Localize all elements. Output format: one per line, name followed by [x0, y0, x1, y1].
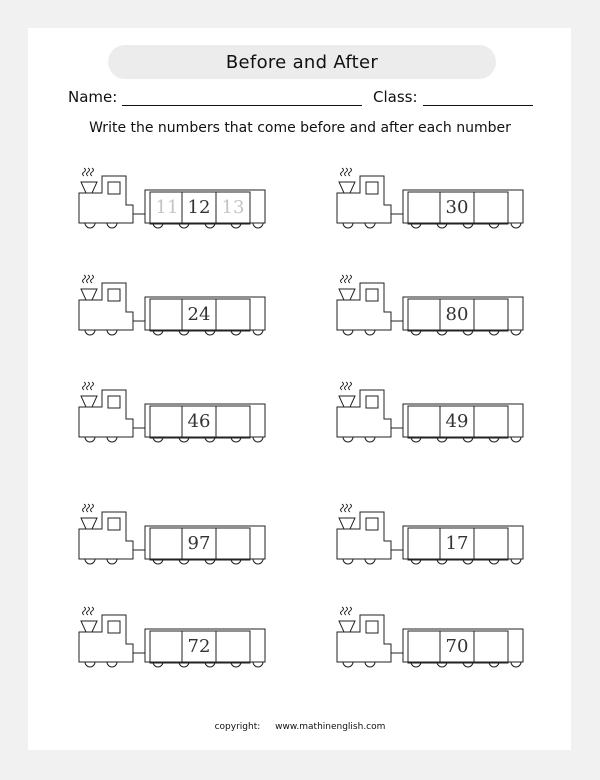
after-answer-box[interactable] [474, 406, 508, 438]
train-2 [333, 165, 523, 235]
copyright-label: copyright: [214, 722, 261, 732]
before-answer-box[interactable] [408, 631, 442, 663]
name-field[interactable] [68, 88, 362, 106]
given-number: 97 [187, 533, 211, 554]
given-number: 12 [187, 197, 211, 218]
class-field[interactable] [373, 88, 533, 106]
after-answer-box[interactable] [216, 528, 250, 560]
given-number: 70 [445, 636, 469, 657]
before-answer-box[interactable] [408, 192, 442, 224]
train-9 [75, 604, 265, 674]
before-answer-box[interactable] [408, 299, 442, 331]
before-answer-box[interactable] [408, 406, 442, 438]
site-link[interactable]: www.mathinenglish.com [275, 722, 386, 732]
after-answer-box[interactable] [474, 631, 508, 663]
after-answer-box[interactable] [474, 192, 508, 224]
instructions-text: Write the numbers that come before and after each number [89, 120, 511, 136]
before-answer-box[interactable] [150, 406, 184, 438]
given-number: 17 [445, 533, 469, 554]
train-3 [75, 272, 265, 342]
footer-copyright [0, 722, 600, 732]
class-blank-line[interactable] [423, 89, 533, 106]
after-number-trace: 13 [221, 197, 245, 218]
name-blank-line[interactable] [122, 89, 362, 106]
after-answer-box[interactable] [216, 299, 250, 331]
before-answer-box[interactable] [150, 528, 184, 560]
after-answer-box[interactable] [474, 299, 508, 331]
train-8 [333, 501, 523, 571]
title-text: Before and After [225, 51, 379, 73]
given-number: 46 [187, 411, 211, 432]
train-7 [75, 501, 265, 571]
given-number: 80 [445, 304, 469, 325]
example-train [75, 165, 265, 235]
given-number: 72 [187, 636, 211, 657]
class-label: Class: [373, 88, 418, 106]
train-5 [75, 379, 265, 449]
given-number: 30 [445, 197, 469, 218]
before-answer-box[interactable] [150, 631, 184, 663]
train-6 [333, 379, 523, 449]
before-number-trace: 11 [155, 197, 179, 218]
before-answer-box[interactable] [408, 528, 442, 560]
after-answer-box[interactable] [216, 631, 250, 663]
after-answer-box[interactable] [474, 528, 508, 560]
train-10 [333, 604, 523, 674]
after-answer-box[interactable] [216, 406, 250, 438]
train-4 [333, 272, 523, 342]
given-number: 49 [445, 411, 469, 432]
before-answer-box[interactable] [150, 299, 184, 331]
worksheet-title [108, 45, 496, 79]
given-number: 24 [187, 304, 211, 325]
name-label: Name: [68, 88, 118, 106]
